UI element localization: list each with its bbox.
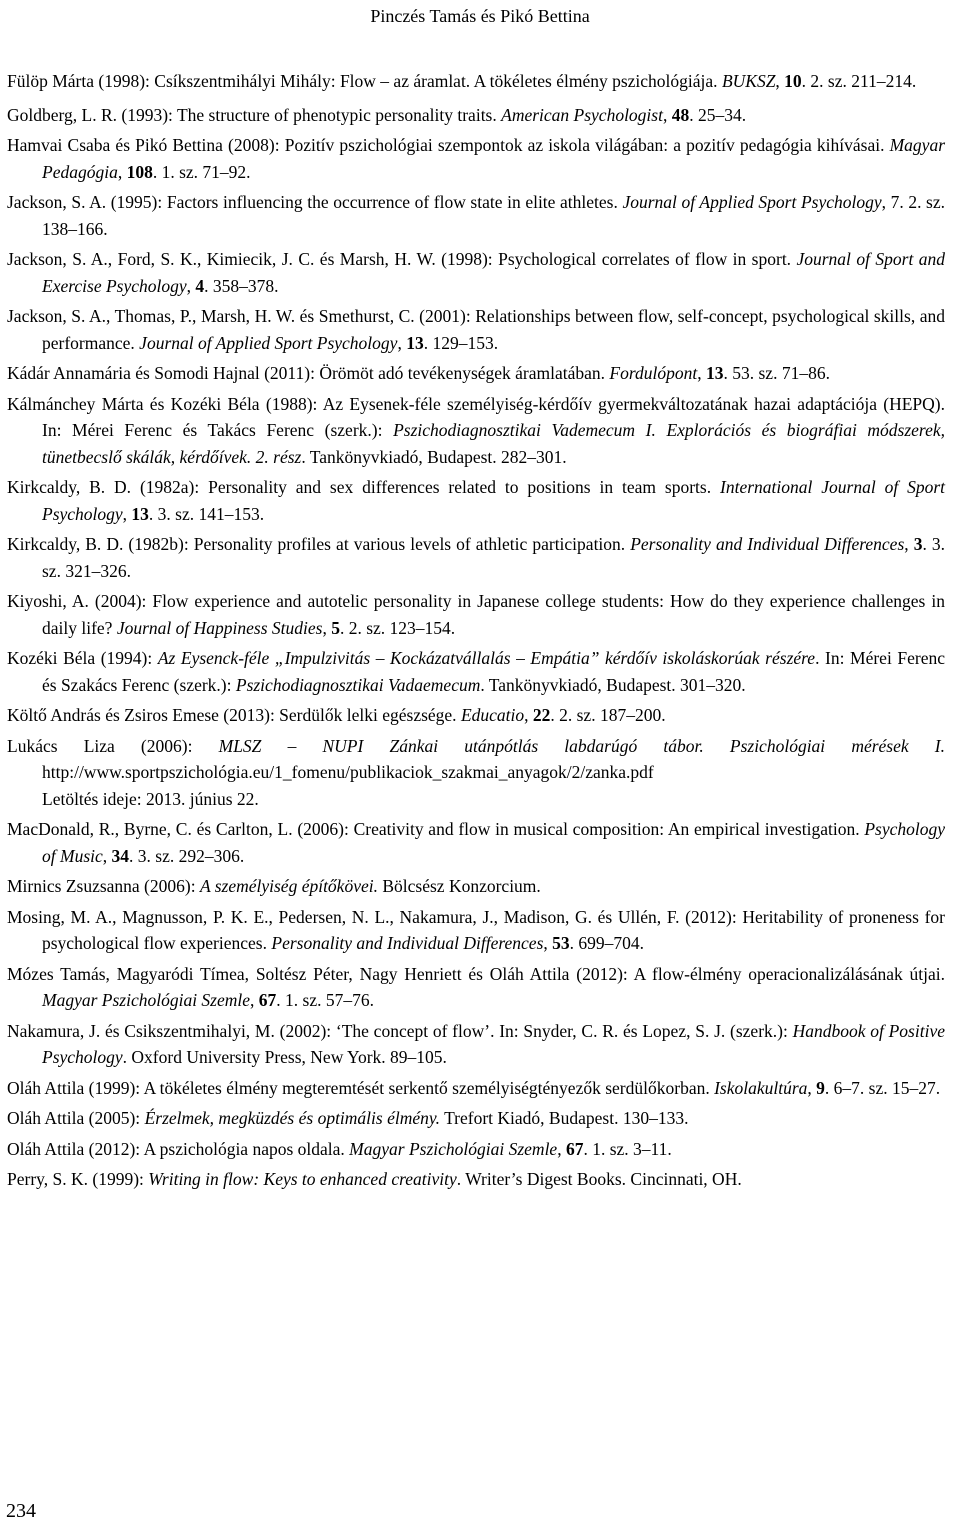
reference-title-italic: Educatio — [460, 705, 525, 725]
reference-title-italic: Personality and Individual Differences — [271, 933, 544, 953]
reference-title-italic: Iskolakultúra — [714, 1077, 808, 1098]
reference-text: , — [117, 161, 127, 182]
reference-text: . 1. sz. 71–92. — [152, 161, 251, 182]
reference-text: Kádár Annamária és Somodi Hajnal (2011): Örömöt adó tevékenységek áramlatában. — [7, 363, 610, 383]
reference-entry — [7, 132, 945, 185]
reference-volume: 108 — [126, 161, 153, 182]
running-header — [0, 0, 960, 35]
reference-volume: 48 — [671, 104, 690, 125]
reference-text: Mózes Tamás, Magyaródi Tímea, Soltész Péter, Nagy Henriett és Oláh Attila (2012): A flow-élmény operacionalizálásának útjai. — [7, 963, 945, 984]
reference-text: . 2. sz. 123–154. — [339, 617, 456, 638]
reference-volume: 9 — [816, 1077, 825, 1098]
reference-volume: 10 — [784, 71, 802, 91]
reference-text: , — [557, 1138, 566, 1159]
reference-text: . 3. sz. 292–306. — [129, 845, 245, 866]
reference-text: Költő András és Zsiros Emese (2013): Serdülők lelki egészsége. — [7, 705, 461, 725]
reference-text: . 3. sz. 321–326. — [42, 534, 946, 581]
reference-text: Kozéki Béla (1994): — [7, 648, 158, 668]
reference-text: , — [775, 71, 785, 91]
reference-text: Kirkcaldy, B. D. (1982a): Personality and sex differences related to positions in team sports. — [7, 477, 720, 497]
reference-entry — [7, 904, 945, 957]
reference-entry — [7, 588, 945, 641]
reference-text: Mosing, M. A., Magnusson, P. K. E., Pedersen, N. L., Nakamura, J., Madison, G. és Ullén, F. (2012): Heritability of proneness for psychological flow experiences. — [7, 906, 945, 953]
reference-text: . 1. sz. 57–76. — [276, 990, 374, 1010]
reference-title-italic: Magyar Pszichológiai Szemle — [349, 1138, 558, 1159]
reference-entry — [7, 645, 945, 698]
reference-title-italic: Psychology of Music — [42, 819, 945, 866]
reference-text: Goldberg, L. R. (1993): The structure of phenotypic personality traits. — [7, 104, 502, 125]
reference-entry — [7, 1018, 945, 1071]
reference-text: . Writer’s Digest Books. Cincinnati, OH. — [456, 1169, 742, 1189]
reference-title-italic: Journal of Happiness Studies — [116, 617, 323, 638]
reference-text: . In: Mérei Ferenc és Szakács Ferenc (szerk.): — [42, 648, 945, 695]
reference-title-italic: Fordulópont — [609, 363, 698, 383]
reference-volume: 34 — [111, 845, 130, 866]
reference-entry — [7, 1166, 945, 1193]
reference-list — [7, 68, 945, 1197]
reference-text: . Tankönyvkiadó, Budapest. 301–320. — [480, 674, 746, 695]
reference-entry — [7, 303, 945, 356]
reference-entry — [7, 816, 945, 869]
reference-text: Kiyoshi, A. (2004): Flow experience and autotelic personality in Japanese college students: How do they experience challenges in daily life? — [7, 591, 945, 638]
reference-title-italic: Writing in flow: Keys to enhanced creativity — [148, 1169, 457, 1189]
reference-text: Oláh Attila (1999): A tökéletes élmény megteremtését serkentő személyiségtényezők serdülőkorban. — [7, 1077, 715, 1098]
reference-entry — [7, 733, 945, 813]
reference-text: Lukács Liza (2006): — [7, 735, 219, 756]
reference-title-italic: International Journal of Sport Psychology — [42, 477, 945, 524]
reference-text: Jackson, S. A., Thomas, P., Marsh, H. W. és Smethurst, C. (2001): Relationships between flow, self-concept, psychological skills, and performance. — [7, 306, 945, 353]
reference-entry — [7, 391, 945, 471]
reference-title-italic: Pszichodiagnosztikai Vademecum I. Explorációs és biográfiai módszerek, tünetbecslő skálák, kérdőívek. 2. rész — [42, 420, 945, 467]
reference-text: . 3. sz. 141–153. — [148, 503, 265, 524]
reference-text: , 7. 2. sz. 138–166. — [42, 192, 945, 239]
reference-title-italic: Handbook of Positive Psychology — [42, 1020, 945, 1067]
reference-entry — [7, 1136, 945, 1163]
reference-volume: 3 — [913, 534, 923, 554]
reference-text: . 2. sz. 187–200. — [550, 705, 666, 725]
reference-entry — [7, 961, 945, 1014]
reference-text: Mirnics Zsuzsanna (2006): — [7, 876, 200, 896]
reference-title-italic: Magyar Pszichológiai Szemle — [42, 990, 251, 1010]
reference-text: http://www.sportpszichológia.eu/1_fomenu/publikaciok_szakmai_anyagok/2/zanka.pdf — [42, 762, 654, 782]
reference-text: Kálmánchey Márta és Kozéki Béla (1988): Az Eysenek-féle személyiség-kérdőív gyermekváltozatának hazai adaptációja (HEPQ). In: Mérei Ferenc és Takács Ferenc (szerk.): — [7, 393, 945, 440]
reference-entry — [7, 246, 945, 299]
reference-text: . 358–378. — [204, 275, 279, 296]
reference-entry — [7, 531, 945, 584]
reference-entry — [7, 360, 945, 387]
reference-text: Fülöp Márta (1998): Csíkszentmihályi Mihály: Flow – az áramlat. A tökéletes élmény pszichológiája. — [7, 71, 722, 91]
reference-title-italic: Journal of Applied Sport Psychology — [139, 332, 398, 353]
reference-text: , — [397, 332, 407, 353]
reference-volume: 5 — [331, 617, 340, 638]
reference-entry — [7, 1075, 945, 1102]
reference-text: . 699–704. — [569, 933, 645, 953]
reference-text: Oláh Attila (2012): A pszichológia napos oldala. — [7, 1138, 350, 1159]
running-title: Pinczés Tamás és Pikó Bettina — [370, 6, 590, 26]
reference-text: Hamvai Csaba és Pikó Bettina (2008): Pozitív pszichológiai szempontok az iskola világában: a pozitív pedagógia kihívásai. — [7, 135, 890, 155]
reference-text: . 1. sz. 3–11. — [583, 1138, 672, 1159]
reference-text: Oláh Attila (2005): — [7, 1108, 145, 1128]
reference-text: Trefort Kiadó, Budapest. 130–133. — [440, 1108, 689, 1128]
reference-title-italic: Journal of Sport and Exercise Psychology — [42, 249, 945, 296]
reference-text: , — [186, 275, 196, 296]
reference-volume: 13 — [131, 503, 149, 524]
reference-text: , — [250, 990, 259, 1010]
reference-text: Perry, S. K. (1999): — [7, 1169, 149, 1189]
reference-volume: 67 — [565, 1138, 584, 1159]
reference-entry — [7, 474, 945, 527]
reference-entry — [7, 189, 945, 242]
page-number: 234 — [6, 1500, 36, 1522]
reference-title-italic: A személyiség építőkövei. — [199, 876, 378, 896]
reference-text: . Tankönyvkiadó, Budapest. 282–301. — [301, 446, 567, 467]
reference-text: , — [102, 845, 112, 866]
reference-entry — [7, 102, 945, 129]
reference-text: Bölcsész Konzorcium. — [377, 876, 541, 896]
reference-title-italic: Érzelmek, megküzdés és optimális élmény. — [144, 1108, 441, 1128]
reference-entry — [7, 873, 945, 900]
reference-text: . 129–153. — [423, 332, 499, 353]
reference-text: . 53. sz. 71–86. — [723, 363, 830, 383]
reference-volume: 53 — [552, 933, 570, 953]
reference-text: . 2. sz. 211–214. — [801, 71, 917, 91]
reference-volume: 13 — [706, 363, 724, 383]
reference-volume: 4 — [195, 275, 205, 296]
reference-title-italic: BUKSZ — [721, 71, 776, 91]
reference-text: . 6–7. sz. 15–27. — [824, 1077, 941, 1098]
reference-title-italic: American Psychologist — [501, 104, 663, 125]
reference-title-italic: Pszichodiagnosztikai Vadaemecum — [235, 674, 481, 695]
reference-text: Kirkcaldy, B. D. (1982b): Personality profiles at various levels of athletic participation. — [7, 534, 631, 554]
reference-title-italic: Journal of Applied Sport Psychology — [622, 192, 882, 212]
reference-text: Jackson, S. A. (1995): Factors influencing the occurrence of flow state in elite athletes. — [7, 192, 623, 212]
reference-entry — [7, 1105, 945, 1132]
reference-entry — [7, 702, 945, 729]
reference-entry — [7, 68, 945, 95]
reference-text: . Oxford University Press, New York. 89–105. — [122, 1047, 447, 1067]
reference-text: MacDonald, R., Byrne, C. és Carlton, L. (2006): Creativity and flow in musical composition: An empirical investigation. — [7, 819, 865, 839]
reference-text: Jackson, S. A., Ford, S. K., Kimiecik, J. C. és Marsh, H. W. (1998): Psychological correlates of flow in sport. — [7, 249, 797, 269]
reference-text: , — [543, 933, 553, 953]
reference-text: . 25–34. — [689, 104, 747, 125]
reference-volume: 67 — [258, 990, 277, 1010]
reference-text: , — [904, 534, 914, 554]
reference-volume: 22 — [532, 705, 551, 725]
reference-title-italic: Personality and Individual Differences — [630, 534, 905, 554]
reference-text: Letöltés ideje: 2013. június 22. — [42, 788, 259, 809]
reference-volume: 13 — [406, 332, 424, 353]
reference-text: Nakamura, J. és Csikszentmihalyi, M. (2002): ‘The concept of flow’. In: Snyder, C. R. és Lopez, S. J. (szerk.): — [7, 1020, 793, 1041]
reference-title-italic: MLSZ – NUPI Zánkai utánpótlás labdarúgó tábor. Pszichológiai mérések I. — [218, 735, 946, 756]
reference-title-italic: Magyar Pedagógia — [42, 135, 945, 182]
reference-text: , — [807, 1077, 817, 1098]
reference-title-italic: Az Eysenck-féle „Impulzivitás – Kockázatvállalás – Empátia” kérdőív iskoláskorúak részére — [157, 648, 816, 668]
reference-text: , — [524, 705, 533, 725]
reference-text: , — [662, 104, 672, 125]
reference-text: , — [697, 363, 706, 383]
reference-text: , — [322, 617, 332, 638]
reference-text: , — [122, 503, 132, 524]
